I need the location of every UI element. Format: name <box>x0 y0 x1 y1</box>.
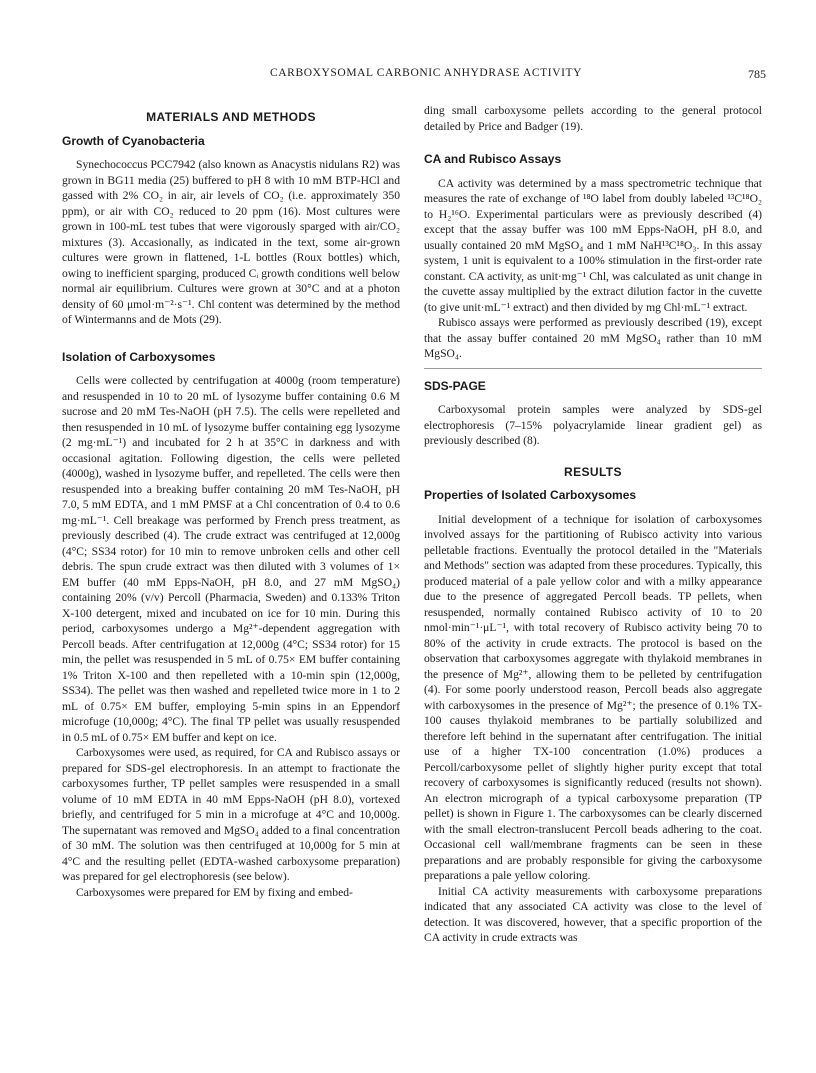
subheading-isolation: Isolation of Carboxysomes <box>62 349 216 364</box>
subheading-sds-page: SDS-PAGE <box>424 378 486 393</box>
paragraph: Cells were collected by centrifugation at 4000g (room temperature) and resuspended in 10 to 20 mL of lysozyme buffer containing 0.6 M sucrose and 20 mM Tes-NaOH (pH 7.5). The cells were repelleted and then resuspended in 10 mL of lysozyme buffer containing egg lysozyme (2 mg·mL⁻¹) and incubated for 2 h at 35°C in darkness and with occasional agitation. Following digestion, the cells were pelleted (4000g), washed in lysozyme buffer, and repelleted. The cells were then resuspended into a breaking buffer containing 20 mM Tes-NaOH, pH 7.0, 5 mM EDTA, and 1 mM PMSF at a Chl concentration of 0.4 to 0.6 mg·mL⁻¹. Cell breakage was performed by French press treatment, as previously described (4). The crude extract was centrifuged at 12,000g (4°C; SS34 rotor) for 10 min to remove unbroken cells and other cell debris. The spun crude extract was then diluted with 3 volumes of 1× EM buffer (40 mM Epps-NaOH, pH 8.0, and 27 mM MgSO₄) containing 20% (v/v) Percoll (Pharmacia, Sweden) and 0.133% Triton X-100 detergent, mixed and incubated on ice for 10 min. During this period, carboxysomes undergo a Mg²⁺-dependent aggregation with Percoll beads. After centrifugation at 12,000g (4°C; SS34 rotor) for 15 min, the pellet was resuspended in 5 mL of 0.75× EM buffer containing 1% Triton X-100 and then repelleted with a 10-min spin (12,000g, SS34). The pellet was then washed and repelleted twice more in 1 to 2 mL of 0.75× EM buffer, employing 5-min spins in an Eppendorf microfuge (10,000g; 4°C). The final TP pellet was usually resuspended in 0.5 mL of 0.75× EM buffer and kept on ice. <box>62 374 400 744</box>
paragraph: Rubisco assays were performed as previously described (19), except that the assay buffer contained 20 mM MgSO₄ rather than 10 mM MgSO₄. <box>424 316 762 360</box>
section-heading-materials-methods: MATERIALS AND METHODS <box>146 110 316 124</box>
section-divider <box>424 368 762 369</box>
paragraph: Initial development of a technique for isolation of carboxysomes involved assays for the partitioning of Rubisco activity into various pelletable fractions. Eventually the protocol detailed in the "Materials and Methods" section was adapted from these procedures. Typically, this produced material of a pale yellow color and with a milky appearance due to the presence of aggregated Percoll beads. TP pellets, when resuspended, normally contained Rubisco activity of 10 to 20 nmol·min⁻¹·μL⁻¹, with total recovery of Rubisco activity being 70 to 80% of the activity in crude extracts. The protocol is based on the observation that carboxysomes aggregate with thylakoid membranes in the presence of Mg²⁺, allowing them to be pelleted by centrifugation (4). For some poorly understood reason, Percoll beads also aggregate with carboxysomes in the presence of Mg²⁺; the presence of 0.1% TX-100 causes thylakoid membranes to be partially solubilized and therefore left behind in the supernatant after centrifugation. The initial use of a higher TX-100 concentration (1.0%) produces a Percoll/carboxysome pellet of slightly higher purity except that total recovery of carboxysomes is significantly reduced (results not shown). An electron micrograph of a typical carboxysome preparation (TP pellet) is shown in Figure 1. The carboxysomes can be clearly discerned with the small electron-translucent Percoll beads adhering to the coat. Occasional cell wall/membrane fragments can be seen in these preparations and are probably responsible for giving the carboxysome preparations a pale yellow coloring. <box>424 512 762 882</box>
subheading-properties: Properties of Isolated Carboxysomes <box>424 488 637 502</box>
paragraph: Synechococcus PCC7942 (also known as Anacystis nidulans R2) was grown in BG11 media (25) buffered to pH 8 with 10 mM BTP-HCl and gassed with 2% CO₂ in air, air levels of CO₂ (i.e. approximately 350 ppm), or air with CO₂ reduced to 20 ppm (16). Most cultures were grown in 100-mL test tubes that were vigorously sparged with air/CO₂ mixtures (3). Accasionally, as indicated in the text, some air-grown cultures were grown in flattened, 1-L bottles (Roux bottles) which, owing to inefficient sparging, produced Cᵢ growth conditions well below normal air equilibrium. Cultures were grown at 30°C and at a photon density of 60 μmol·m⁻²·s⁻¹. Chl content was determined by the method of Wintermanns and de Mots (29). <box>62 158 400 326</box>
paragraph: Initial CA activity measurements with carboxysome preparations indicated that any associated CA activity was close to the level of detection. It was discovered, however, that a specific proportion of the CA activity in crude extracts was <box>424 884 762 944</box>
running-header <box>0 67 816 87</box>
subheading-ca-rubisco-assays: CA and Rubisco Assays <box>424 152 562 166</box>
right-column <box>424 103 762 946</box>
paragraph: Carboxysomes were used, as required, for CA and Rubisco assays or prepared for SDS-gel electrophoresis. In an attempt to fractionate the carboxysomes further, TP pellet samples were resuspended in a small volume of 10 mM EDTA in 40 mM Epps-NaOH (pH 8.0), vortexed briefly, and centrifuged for 5 min in a microfuge at 4°C and 10,000g. The supernatant was removed and MgSO₄ added to a final concentration of 30 mM. The solution was then centrifuged at 10,000g for 5 min at 4°C and the resulting pellet (EDTA-washed carboxysome preparation) was prepared for gel electrophoresis (see below). <box>62 746 400 883</box>
left-column <box>62 103 400 900</box>
paragraph: Carboxysomal protein samples were analyzed by SDS-gel electrophoresis (7–15% polyacrylamide linear gradient gel) as previously described (8). <box>424 403 762 447</box>
running-title: CARBOXYSOMAL CARBONIC ANHYDRASE ACTIVITY <box>270 67 583 79</box>
paragraph: Carboxysomes were prepared for EM by fixing and embed- <box>76 885 353 899</box>
paragraph: CA activity was determined by a mass spectrometric technique that measures the rate of exchange of ¹⁸O label from doubly labeled ¹³C¹⁸O₂ to H₂¹⁶O. Experimental particulars were as previously described (4) except that the assay buffer was 100 mM Epps-NaOH, pH 8.0, and usually contained 20 mM MgSO₄ and 1 mM NaH¹³C¹⁸O₃. In this assay system, 1 unit is equivalent to a 100% stimulation in the first-order rate constant. CA activity, as unit·mg⁻¹ Chl, was calculated as unit change in the cuvette assay multiplied by the extract dilution factor in the cuvette (to give unit·mL⁻¹ extract) and then divided by mg Chl·mL⁻¹ extract. <box>424 176 762 314</box>
section-heading-results: RESULTS <box>564 464 622 479</box>
paragraph-continued: ding small carboxysome pellets according to the general protocol detailed by Price and Badger (19). <box>424 104 762 133</box>
subheading-growth: Growth of Cyanobacteria <box>62 133 205 148</box>
page-number: 785 <box>748 67 766 81</box>
